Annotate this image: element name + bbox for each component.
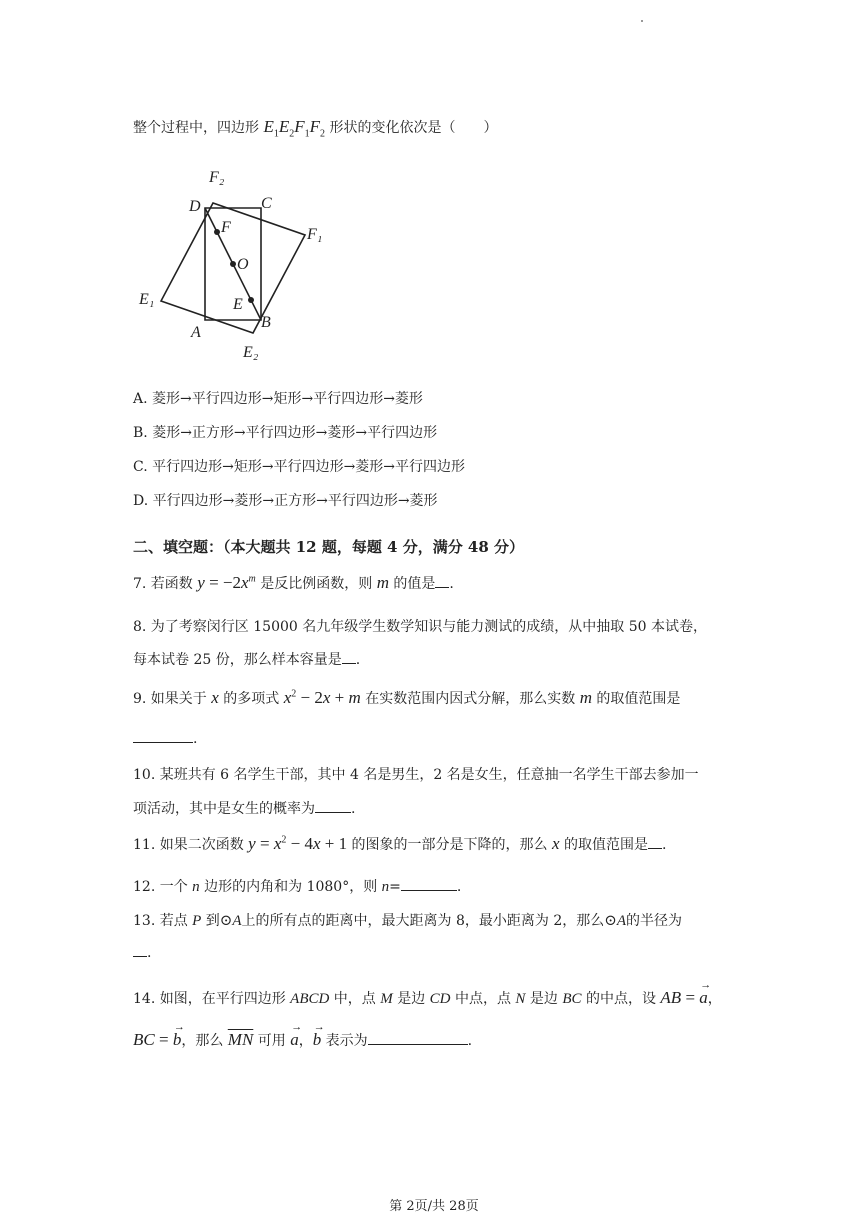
point-e (248, 297, 254, 303)
intro-prefix: 整个过程中，四边形 (133, 120, 259, 136)
label-e1: E₁ (139, 291, 155, 308)
q9-polynomial: $x^2 - 2x + m$ (283, 688, 361, 707)
geometry-figure (133, 160, 343, 370)
question-12 (133, 876, 461, 896)
q10-answer-blank[interactable] (315, 800, 351, 813)
q13-circle-a: ⊙A (219, 913, 242, 929)
q14-part-a: 14. 如图，在平行四边形 (133, 991, 291, 1007)
label-b: B (261, 314, 271, 331)
point-f (214, 229, 220, 235)
label-f2: F₂ (209, 169, 225, 186)
q12-suffix: = (389, 879, 401, 895)
q14-side-cd: CD (429, 991, 451, 1007)
label-d: D (189, 198, 201, 215)
q14-vector-a: a → (290, 1021, 303, 1049)
label-o: O (237, 256, 249, 273)
q14-vector-mn: $\overline{MN}$ (227, 1030, 254, 1049)
q14-point-m: M (380, 991, 393, 1007)
q14-part-f: 的中点，设 (581, 991, 661, 1007)
label-a: A (191, 324, 201, 341)
q14-part-d: 中点，点 (450, 991, 516, 1007)
q8-answer-blank[interactable] (342, 651, 356, 664)
q14-point-n: N (515, 991, 526, 1007)
q13-end: . (147, 945, 152, 961)
q12-mid: 边形的内角和为 1080°，则 (199, 879, 382, 895)
page-footer: 第 2页/共 28页 (389, 1199, 479, 1214)
q12-var-n: n (192, 879, 200, 895)
q12-var-n2: n (381, 879, 390, 895)
q7-var-m: m (376, 573, 389, 592)
label-f1: F₁ (307, 226, 323, 243)
q7-prefix: 7. 若函数 (133, 576, 198, 592)
question-9 (133, 688, 680, 708)
label-e: E (233, 296, 243, 313)
q14-part-j: 表示为 (321, 1033, 368, 1049)
q11-answer-blank[interactable] (648, 836, 662, 849)
q14-part-h: 可用 (253, 1033, 291, 1049)
q12-prefix: 12. 一个 (133, 879, 193, 895)
question-13-line2 (133, 944, 151, 961)
question-intro (133, 117, 497, 139)
q11-suffix: 的取值范围是 (559, 837, 648, 853)
q9-var-x: x (211, 688, 219, 707)
q7-end: . (449, 576, 454, 592)
q7-function: $y = -2x^m$ (197, 573, 256, 592)
q9-end: . (193, 731, 198, 747)
option-c: C. 平行四边形→矩形→平行四边形→菱形→平行四边形 (133, 459, 466, 475)
q14-vector-b: b → (312, 1021, 325, 1049)
q14-part-e: 是边 (525, 991, 563, 1007)
q14-abcd: ABCD (290, 991, 330, 1007)
q9-suffix: 的取值范围是 (591, 691, 681, 707)
q8-end: . (355, 652, 361, 668)
q13-answer-blank[interactable] (133, 944, 147, 957)
q7-mid: 是反比例函数，则 (255, 576, 377, 592)
section-title: 二、填空题：（本大题共 12 题，每题 4 分，满分 48 分） (133, 538, 525, 556)
q14-ab-eq-a: AB = a → (660, 979, 712, 1007)
q14-bc-eq-b: BC = b → (133, 1021, 185, 1049)
question-14-line1: 14. 如图，在平行四边形 ABCD 中，点 M 是边 CD 中点，点 N 是边 BC 的中点，设 AB = a → ， (133, 979, 722, 1007)
option-a: A. 菱形→平行四边形→矩形→平行四边形→菱形 (133, 391, 423, 407)
q14-part-b: 中，点 (329, 991, 381, 1007)
question-8-line1: 8. 为了考察闵行区 15000 名九年级学生数学知识与能力测试的成绩，从中抽取 50 本试卷， (133, 619, 707, 635)
q14-end: . (467, 1033, 473, 1049)
quadrilateral-e1e2f1f2 (161, 203, 305, 333)
q13-part-d: 的半径为 (626, 913, 683, 929)
q11-prefix: 11. 如果二次函数 (133, 837, 249, 853)
q11-function: $y = x^2 - 4x + 1$ (248, 834, 348, 853)
q9-mid2: 在实数范围内因式分解，那么实数 (360, 691, 580, 707)
q13-part-c: 上的所有点的距离中，最大距离为 8，最小距离为 2，那么 (241, 913, 605, 929)
q11-mid: 的图象的一部分是下降的，那么 (347, 837, 552, 853)
question-14-line2 (133, 1021, 473, 1050)
question-8-line2 (133, 649, 360, 669)
intro-suffix: 形状的变化依次是（ ） (329, 120, 498, 136)
q10-end: . (351, 801, 356, 817)
q10-line2-text: 项活动，其中是女生的概率为 (133, 801, 315, 817)
point-o (230, 261, 236, 267)
quadrilateral-name: $E_1E_2F_1F_2$ (263, 117, 326, 140)
q8-line2-text: 每本试卷 25 份，那么样本容量是 (133, 652, 342, 668)
q13-part-b: 到 (201, 913, 220, 929)
q13-part-a: 13. 若点 (133, 913, 193, 929)
q9-answer-blank[interactable] (133, 730, 193, 743)
q14-part-g: ，那么 (181, 1033, 228, 1049)
q12-answer-blank[interactable] (401, 878, 457, 891)
q14-side-bc: BC (562, 991, 582, 1007)
q14-part-i: ， (298, 1033, 313, 1049)
q14-answer-blank[interactable] (368, 1032, 468, 1045)
scan-speck (641, 20, 643, 22)
q7-answer-blank[interactable] (435, 575, 449, 588)
label-c: C (261, 195, 272, 212)
q13-point-p: P (192, 913, 202, 929)
q11-var-x: x (552, 834, 560, 853)
label-e2: E₂ (243, 344, 259, 361)
question-11 (133, 834, 666, 854)
question-7 (133, 573, 454, 593)
question-9-line2 (133, 730, 197, 747)
question-10-line2 (133, 798, 355, 818)
q9-var-m: m (579, 688, 592, 707)
q11-end: . (662, 837, 667, 853)
q14-part-c: 是边 (392, 991, 430, 1007)
q13-circle-a2: ⊙A (604, 913, 627, 929)
q9-prefix: 9. 如果关于 (133, 691, 212, 707)
question-10-line1: 10. 某班共有 6 名学生干部，其中 4 名是男生，2 名是女生，任意抽一名学生干部去参加一 (133, 767, 699, 783)
option-b: B. 菱形→正方形→平行四边形→菱形→平行四边形 (133, 425, 438, 441)
q9-mid1: 的多项式 (218, 691, 284, 707)
question-13 (133, 910, 682, 930)
label-f: F (221, 219, 231, 236)
option-d: D. 平行四边形→菱形→正方形→平行四边形→菱形 (133, 493, 438, 509)
q7-suffix: 的值是 (388, 576, 436, 592)
q12-end: . (456, 879, 462, 895)
